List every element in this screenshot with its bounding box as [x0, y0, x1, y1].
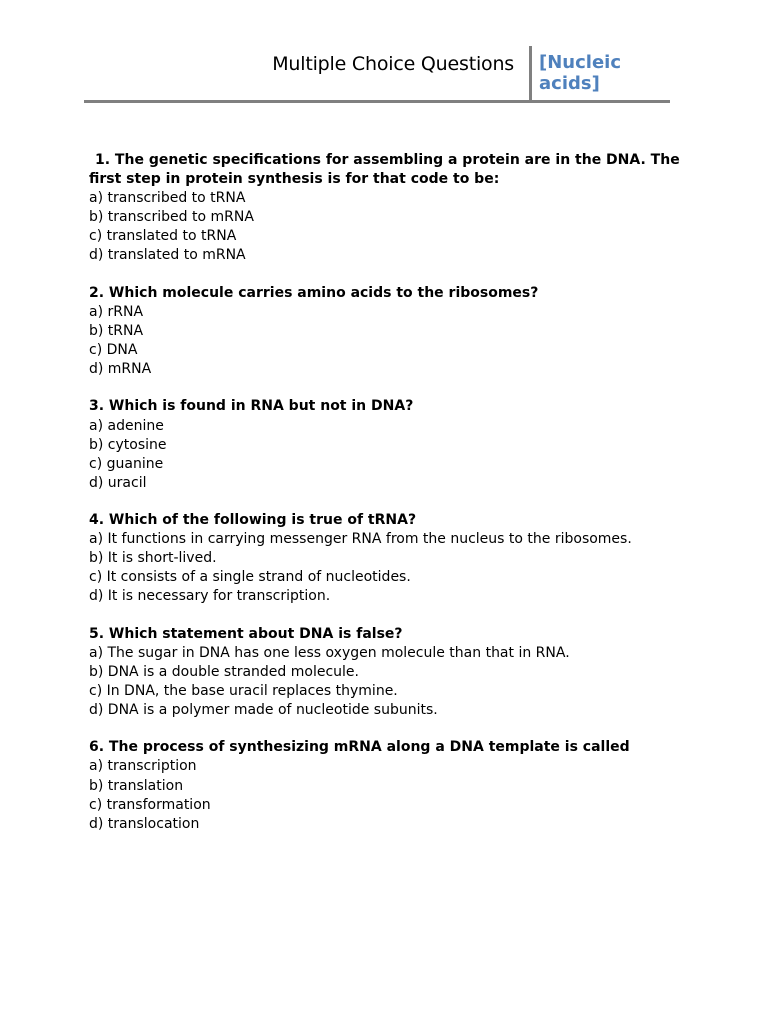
question-4 [89, 511, 689, 606]
header-divider [529, 46, 532, 101]
question-text: 4. Which of the following is true of tRNA? [89, 512, 417, 529]
answer-option: a) rRNA [89, 303, 144, 320]
page-title: Multiple Choice Questions [272, 53, 514, 75]
question-text: 5. Which statement about DNA is false? [89, 625, 403, 642]
question-text: 2. Which molecule carries amino acids to the ribosomes? [89, 284, 539, 301]
answer-option: b) translation [89, 777, 184, 794]
page-header [84, 44, 670, 104]
answer-option: d) translated to mRNA [89, 247, 246, 264]
answer-option: a) transcription [89, 758, 197, 775]
answer-option: b) tRNA [89, 322, 144, 339]
answer-option: a) The sugar in DNA has one less oxygen molecule than that in RNA. [89, 644, 570, 661]
question-list [89, 151, 689, 852]
answer-option: c) It consists of a single strand of nucleotides. [89, 569, 411, 586]
answer-option: b) It is short-lived. [89, 550, 217, 567]
topic-tag: [Nucleic acids] [539, 52, 621, 94]
answer-option: b) cytosine [89, 436, 167, 453]
answer-option: b) DNA is a double stranded molecule. [89, 663, 359, 680]
answer-option: d) uracil [89, 474, 147, 491]
answer-option: a) It functions in carrying messenger RNA from the nucleus to the ribosomes. [89, 531, 632, 548]
question-2 [89, 284, 689, 379]
question-text: 1. The genetic specifications for assembling a protein are in the DNA. The first step in protein synthesis is for that code to be: [89, 152, 680, 188]
answer-option: c) In DNA, the base uracil replaces thymine. [89, 683, 398, 699]
answer-option: c) translated to tRNA [89, 228, 237, 245]
answer-option: b) transcribed to mRNA [89, 209, 254, 226]
answer-option: d) mRNA [89, 361, 152, 378]
question-3 [89, 397, 689, 492]
question-text: 3. Which is found in RNA but not in DNA? [89, 398, 414, 415]
question-text: 6. The process of synthesizing mRNA along a DNA template is called [89, 739, 630, 756]
answer-option: a) adenine [89, 417, 164, 434]
answer-option: c) DNA [89, 342, 138, 359]
answer-option: d) translocation [89, 815, 200, 832]
answer-option: c) transformation [89, 796, 211, 813]
question-1 [89, 151, 689, 266]
header-rule [84, 100, 670, 103]
answer-option: d) It is necessary for transcription. [89, 588, 331, 605]
question-5 [89, 625, 689, 720]
answer-option: c) guanine [89, 455, 164, 472]
answer-option: d) DNA is a polymer made of nucleotide subunits. [89, 702, 438, 719]
question-6 [89, 738, 689, 833]
answer-option: a) transcribed to tRNA [89, 190, 246, 207]
